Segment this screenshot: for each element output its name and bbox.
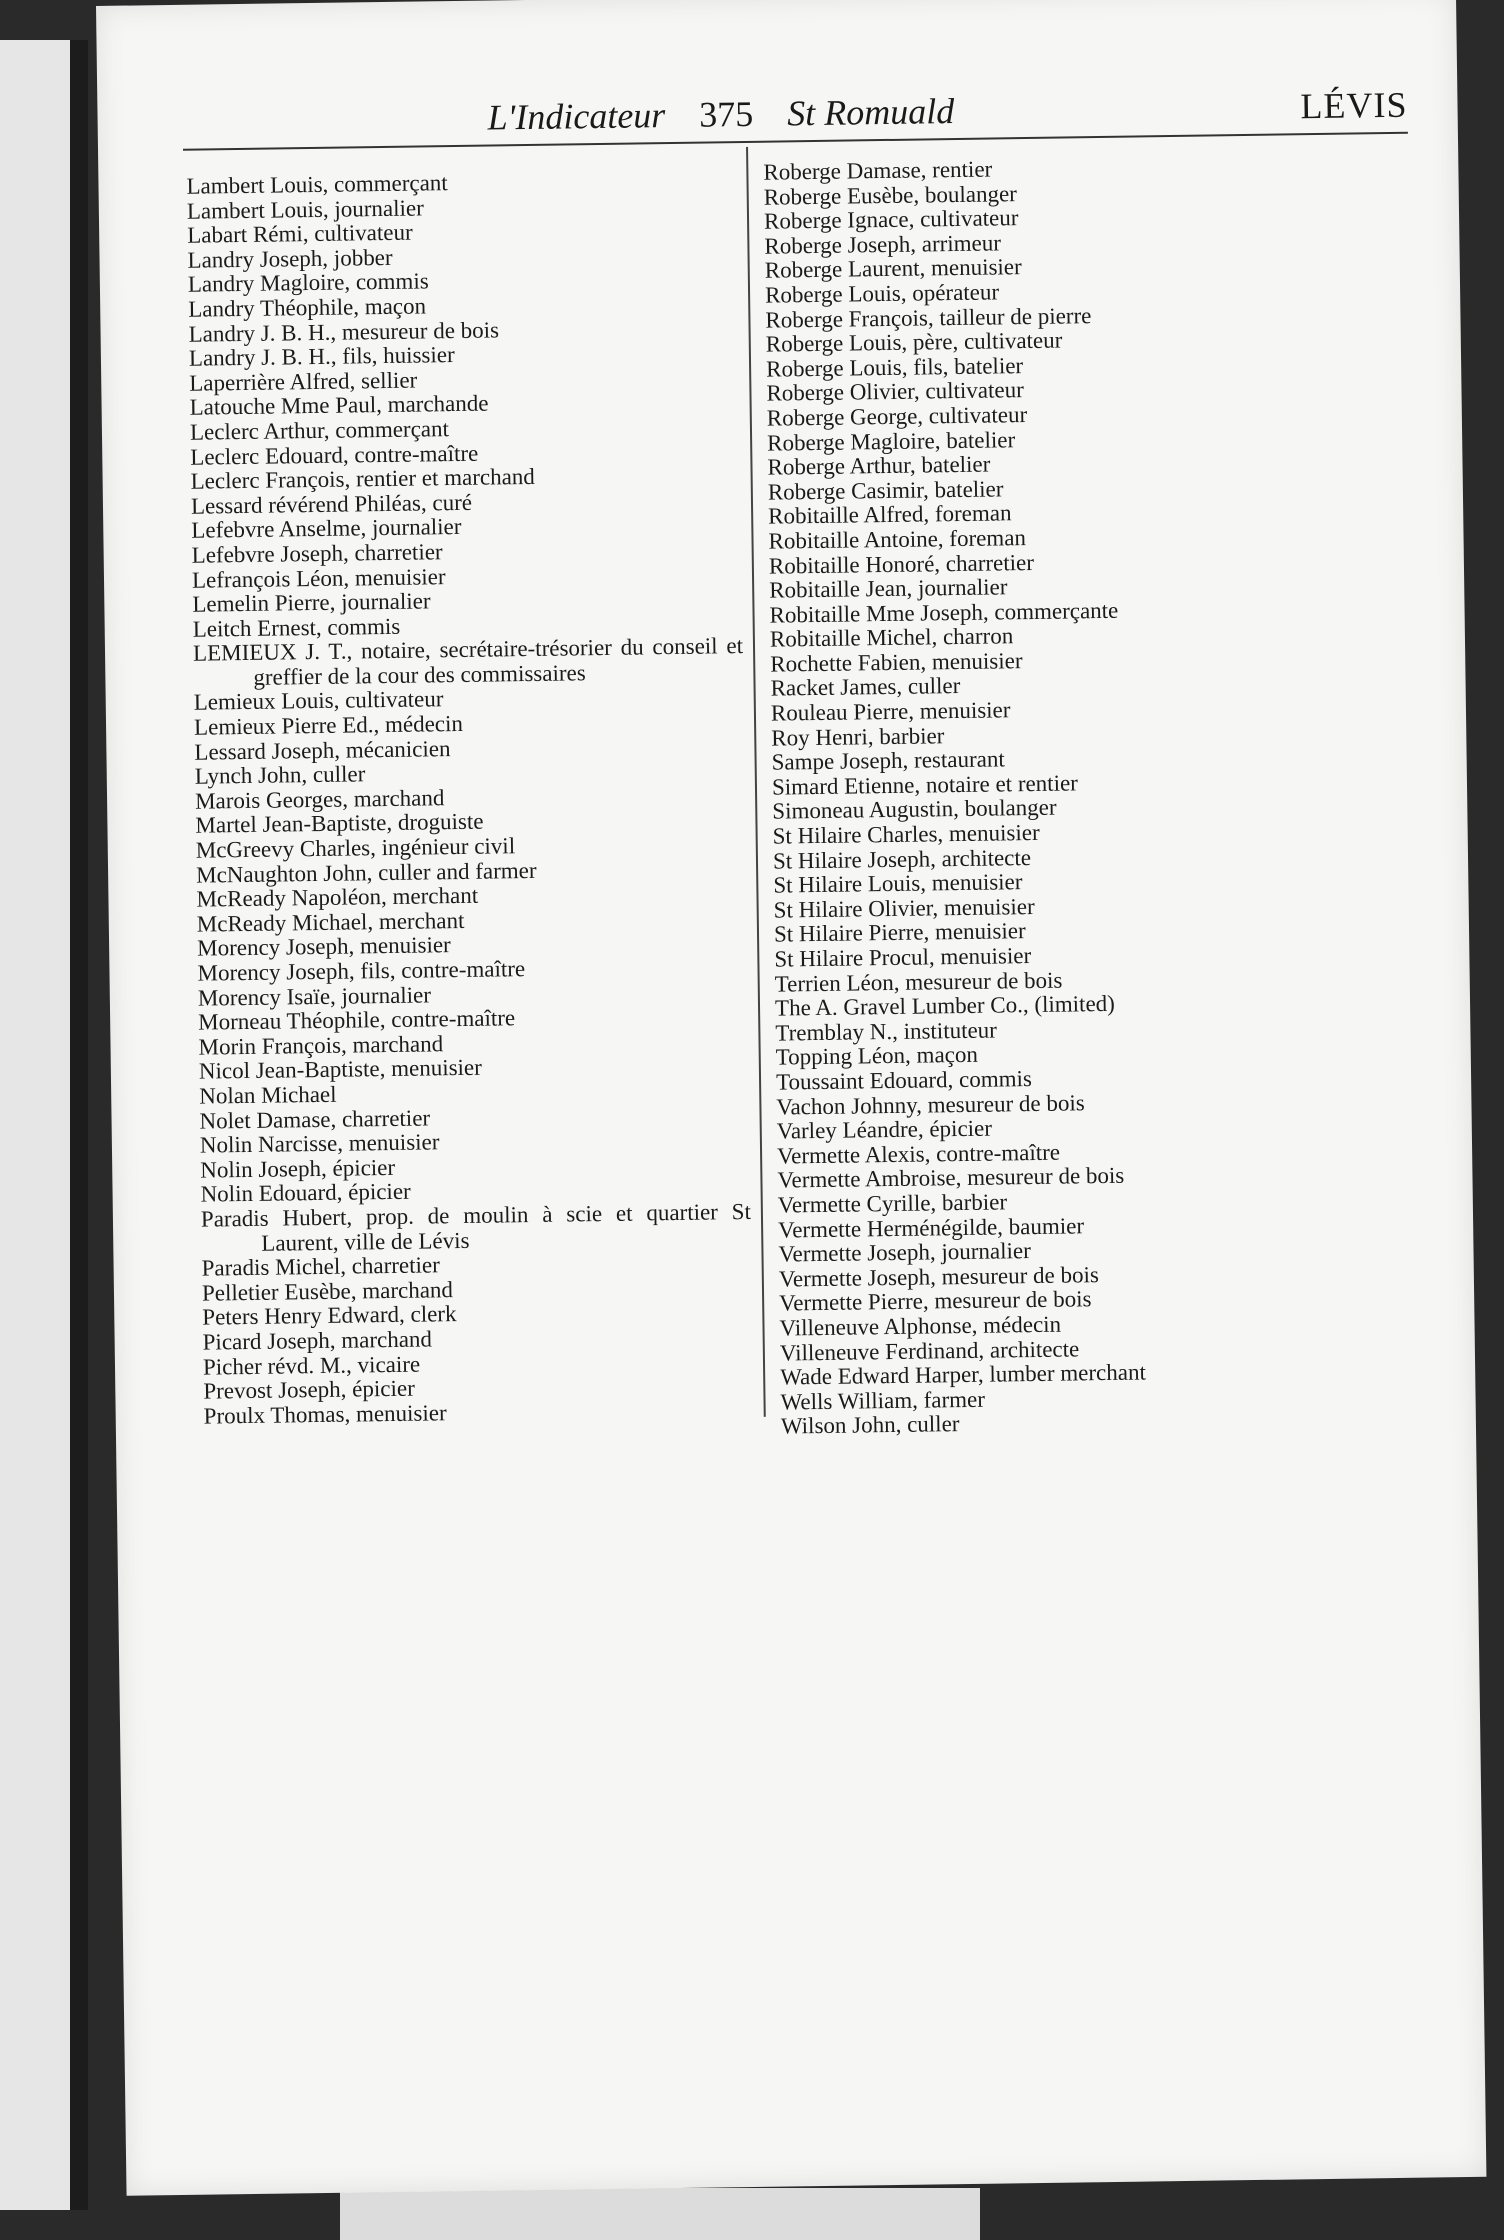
directory-entry: Varley Léandre, épicier (776, 1115, 993, 1144)
directory-entry: Morency Isaïe, journalier (197, 982, 432, 1011)
directory-entry: Vermette Ambroise, mesureur de bois (777, 1163, 1125, 1193)
directory-entry: Lessard Joseph, mécanicien (194, 735, 451, 765)
directory-entry: Rochette Fabien, menuisier (770, 648, 1023, 677)
directory-entry: St Hilaire Charles, menuisier (772, 819, 1040, 849)
directory-entry: Roberge Olivier, cultivateur (766, 377, 1024, 407)
page-number: 375 (698, 93, 754, 135)
directory-entry: Laperrière Alfred, sellier (189, 367, 418, 396)
directory-entry: LEMIEUX J. T., notaire, secrétaire-trésorier du conseil et greffier de la cour des commissaires (192, 633, 744, 690)
directory-entry: Wells William, farmer (780, 1386, 986, 1415)
directory-entry: Vermette Cyrille, barbier (777, 1189, 1008, 1218)
directory-entry: Roberge Damase, rentier (763, 156, 993, 185)
directory-entry: Roberge François, tailleur de pierre (765, 302, 1092, 333)
directory-entry: Nolin Edouard, épicier (200, 1179, 411, 1207)
directory-entry: McNaughton John, culler and farmer (195, 857, 537, 888)
directory-entry: McGreevy Charles, ingénieur civil (195, 833, 516, 863)
directory-entry: McReady Michael, merchant (196, 907, 465, 937)
directory-entry: Lessard révérend Philéas, curé (190, 489, 473, 519)
right-column-list (763, 152, 1401, 1439)
directory-entry: Picard Joseph, marchand (202, 1326, 433, 1355)
directory-entry: St Hilaire Pierre, menuisier (773, 918, 1026, 948)
directory-entry: Sampe Joseph, restaurant (771, 746, 1005, 775)
directory-entry: Lefebvre Joseph, charretier (191, 539, 443, 568)
directory-entry: Robitaille Alfred, foreman (768, 500, 1012, 529)
directory-entry: Paradis Michel, charretier (201, 1252, 440, 1281)
directory-entry: St Hilaire Louis, menuisier (773, 869, 1023, 898)
running-head (487, 90, 954, 139)
directory-entry: Roberge Ignace, cultivateur (763, 205, 1019, 234)
directory-entry: Vermette Pierre, mesureur de bois (779, 1286, 1092, 1316)
directory-entry: Nolet Damase, charretier (199, 1105, 431, 1134)
directory-entry: McReady Napoléon, merchant (196, 882, 479, 912)
directory-entry: Robitaille Antoine, foreman (768, 524, 1027, 554)
directory-entry: Paradis Hubert, prop. de moulin à scie et quartier St Laurent, ville de Lévis (200, 1198, 752, 1256)
directory-entry: Peters Henry Edward, clerk (202, 1301, 457, 1330)
directory-entry: Robitaille Honoré, charretier (768, 549, 1035, 579)
directory-entry: Lambert Louis, commerçant (186, 170, 448, 199)
directory-entry: Roy Henri, barbier (771, 722, 945, 751)
directory-entry: Leclerc Arthur, commerçant (189, 416, 450, 445)
directory-entry: Wilson John, culler (780, 1411, 960, 1439)
page-header (182, 84, 1407, 141)
directory-page (96, 0, 1486, 2196)
directory-entry: Roberge Louis, fils, batelier (765, 352, 1024, 382)
directory-entry: Landry J. B. H., fils, huissier (188, 342, 455, 371)
region-name: LÉVIS (1300, 84, 1408, 127)
directory-entry: Nolin Joseph, épicier (200, 1154, 396, 1183)
directory-entry: Roberge Laurent, menuisier (764, 254, 1022, 284)
directory-entry: Rouleau Pierre, menuisier (770, 697, 1011, 726)
directory-entry: Picher révd. M., vicaire (202, 1351, 421, 1380)
directory-entry: Landry Théophile, maçon (188, 293, 427, 322)
left-column-list (186, 167, 753, 1429)
directory-entry: Pelletier Eusèbe, marchand (201, 1276, 454, 1306)
directory-entry: Vermette Alexis, contre-maître (776, 1139, 1061, 1169)
directory-entry: Nolin Narcisse, menuisier (199, 1129, 440, 1158)
directory-entry: Prevost Joseph, épicier (203, 1375, 415, 1404)
directory-entry: The A. Gravel Lumber Co., (limited) (774, 991, 1116, 1021)
directory-entry: Labart Rémi, cultivateur (187, 219, 413, 248)
directory-entry: Roberge Casimir, batelier (767, 476, 1004, 505)
directory-entry: Toussaint Edouard, commis (775, 1066, 1033, 1095)
directory-entry: Robitaille Michel, charron (769, 623, 1014, 652)
directory-entry: Martel Jean-Baptiste, droguiste (195, 809, 484, 839)
directory-entry: Roberge Louis, opérateur (764, 279, 1000, 308)
directory-entry: Lefebvre Anselme, journalier (191, 514, 462, 544)
directory-entry: Morency Joseph, fils, contre-maître (197, 956, 526, 986)
directory-entry: Nicol Jean-Baptiste, menuisier (198, 1055, 482, 1085)
directory-entry: Roberge Arthur, batelier (767, 451, 991, 480)
directory-entry: St Hilaire Procul, menuisier (774, 943, 1032, 972)
directory-entry: Lefrançois Léon, menuisier (191, 563, 446, 593)
directory-entry: Nolan Michael (199, 1081, 337, 1109)
directory-entry: St Hilaire Olivier, menuisier (773, 893, 1035, 923)
directory-entry: Leitch Ernest, commis (192, 613, 401, 642)
directory-entry: Lemieux Pierre Ed., médecin (193, 711, 464, 740)
directory-entry: Leclerc François, rentier et marchand (190, 464, 535, 494)
directory-entry: St Hilaire Joseph, architecte (772, 844, 1032, 874)
directory-entry: Topping Léon, maçon (775, 1042, 979, 1070)
directory-entry: Lynch John, culler (194, 761, 366, 789)
directory-entry: Lambert Louis, journalier (186, 195, 424, 224)
directory-entry: Latouche Mme Paul, marchande (189, 390, 489, 421)
scanner-backing-strip (340, 2188, 980, 2240)
directory-entry: Morency Joseph, menuisier (196, 932, 451, 962)
directory-entry: Lemelin Pierre, journalier (192, 588, 431, 617)
directory-entry: Villeneuve Ferdinand, architecte (779, 1335, 1080, 1366)
directory-entry: Racket James, culler (770, 673, 961, 702)
directory-entry: Robitaille Jean, journalier (769, 574, 1008, 603)
directory-entry: Landry J. B. H., mesureur de bois (188, 316, 500, 347)
directory-entry: Robitaille Mme Joseph, commerçante (769, 597, 1119, 628)
directory-entry: Simoneau Augustin, boulanger (772, 795, 1057, 825)
directory-entry: Roberge Magloire, batelier (766, 426, 1016, 456)
directory-entry: Wade Edward Harper, lumber merchant (780, 1359, 1147, 1390)
directory-entry: Lemieux Louis, cultivateur (193, 686, 444, 716)
directory-entry: Landry Magloire, commis (187, 268, 429, 298)
directory-entry: Marois Georges, marchand (194, 785, 445, 814)
directory-entry: Roberge Louis, père, cultivateur (765, 327, 1063, 357)
directory-entry: Vermette Joseph, journalier (778, 1238, 1031, 1267)
directory-entry: Vachon Johnny, mesureur de bois (776, 1089, 1085, 1120)
directory-entry: Simard Etienne, notaire et rentier (771, 770, 1079, 800)
directory-entry: Morin François, marchand (198, 1031, 444, 1060)
previous-page-edge (0, 40, 88, 2210)
directory-entry: Morneau Théophile, contre-maître (198, 1005, 516, 1035)
directory-entry: Terrien Léon, mesureur de bois (774, 967, 1063, 997)
directory-entry: Tremblay N., instituteur (775, 1017, 998, 1046)
directory-entry: Roberge Joseph, arrimeur (764, 230, 1002, 259)
directory-entry: Vermette Herménégilde, baumier (777, 1212, 1085, 1243)
directory-entry: Villeneuve Alphonse, médecin (779, 1311, 1062, 1341)
directory-entry: Roberge George, cultivateur (766, 401, 1028, 431)
publication-title: L'Indicateur (487, 95, 666, 138)
directory-entry: Proulx Thomas, menuisier (203, 1399, 447, 1429)
directory-entry: Leclerc Edouard, contre-maître (190, 440, 479, 470)
directory-entry: Landry Joseph, jobber (187, 244, 393, 273)
directory-entry: Vermette Joseph, mesureur de bois (778, 1261, 1099, 1292)
directory-entry: Roberge Eusèbe, boulanger (763, 180, 1018, 210)
place-name: St Romuald (786, 91, 955, 134)
